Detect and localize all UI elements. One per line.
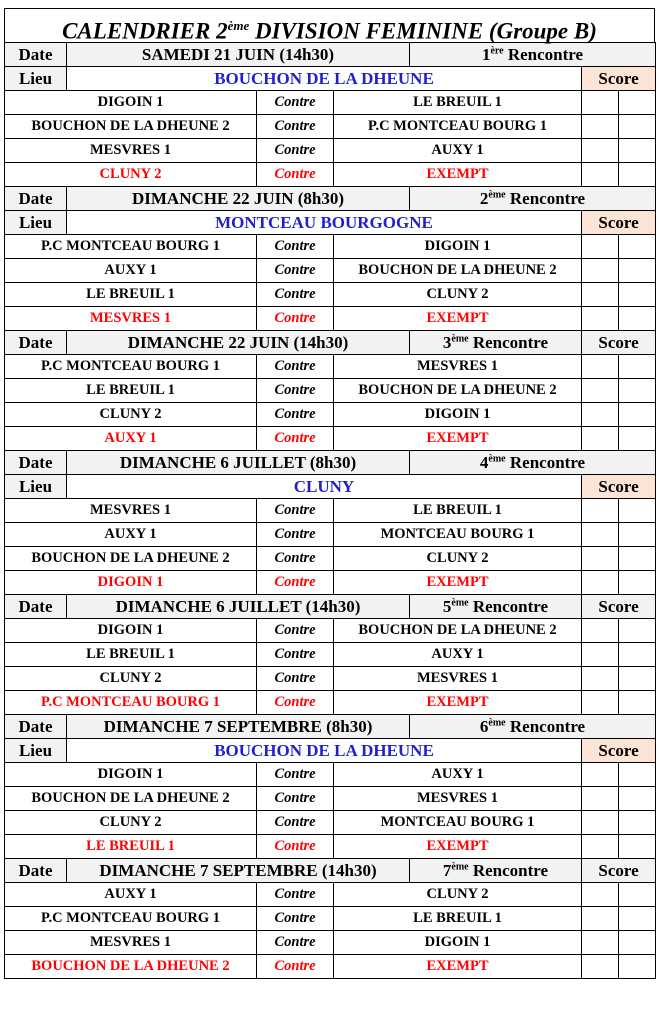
score-home-cell[interactable] <box>582 235 619 259</box>
away-team: BOUCHON DE LA DHEUNE 2 <box>334 619 582 643</box>
score-header: Score <box>582 859 656 883</box>
versus-label: Contre <box>257 931 334 955</box>
round-word: Rencontre <box>468 332 549 352</box>
score-home-cell[interactable] <box>582 355 619 379</box>
calendar-document <box>4 8 655 979</box>
score-away-cell[interactable] <box>619 259 656 283</box>
exempt-label: EXEMPT <box>334 571 582 595</box>
round-date: SAMEDI 21 JUIN (14h30) <box>67 43 410 67</box>
venue-name: MONTCEAU BOURGOGNE <box>67 211 582 235</box>
exempt-label: EXEMPT <box>334 163 582 187</box>
away-team: LE BREUIL 1 <box>334 907 582 931</box>
calendar-table <box>4 42 656 979</box>
round-word: Rencontre <box>503 44 584 64</box>
versus-label: Contre <box>257 139 334 163</box>
match-row <box>5 259 656 283</box>
score-away-cell[interactable] <box>619 523 656 547</box>
match-row <box>5 499 656 523</box>
round-word: Rencontre <box>468 860 549 880</box>
score-away-cell[interactable] <box>619 811 656 835</box>
date-label: Date <box>5 331 67 355</box>
score-home-cell[interactable] <box>582 811 619 835</box>
title-rest: DIVISION FEMININE (Groupe B) <box>249 18 597 44</box>
venue-row <box>5 211 656 235</box>
date-label: Date <box>5 43 67 67</box>
home-team: AUXY 1 <box>5 523 257 547</box>
round-date: DIMANCHE 7 SEPTEMBRE (14h30) <box>67 859 410 883</box>
score-away-cell[interactable] <box>619 619 656 643</box>
score-home-cell[interactable] <box>582 691 619 715</box>
home-team: P.C MONTCEAU BOURG 1 <box>5 355 257 379</box>
date-label: Date <box>5 595 67 619</box>
versus-label: Contre <box>257 403 334 427</box>
round-date: DIMANCHE 7 SEPTEMBRE (8h30) <box>67 715 410 739</box>
score-away-cell[interactable] <box>619 163 656 187</box>
date-label: Date <box>5 451 67 475</box>
match-row <box>5 907 656 931</box>
title-sup: ème <box>227 18 250 33</box>
versus-label: Contre <box>257 163 334 187</box>
versus-label: Contre <box>257 91 334 115</box>
round-header-row <box>5 43 656 67</box>
home-team: BOUCHON DE LA DHEUNE 2 <box>5 547 257 571</box>
away-team: AUXY 1 <box>334 643 582 667</box>
score-home-cell[interactable] <box>582 547 619 571</box>
versus-label: Contre <box>257 547 334 571</box>
home-team: LE BREUIL 1 <box>5 379 257 403</box>
score-home-cell[interactable] <box>582 955 619 979</box>
round-sup: ème <box>488 188 506 200</box>
exempt-row <box>5 835 656 859</box>
versus-label: Contre <box>257 283 334 307</box>
versus-label: Contre <box>257 619 334 643</box>
round-num: 6 <box>479 716 489 736</box>
versus-label: Contre <box>257 835 334 859</box>
home-team: P.C MONTCEAU BOURG 1 <box>5 907 257 931</box>
score-home-cell[interactable] <box>582 787 619 811</box>
round-date: DIMANCHE 22 JUIN (8h30) <box>67 187 410 211</box>
exempt-row <box>5 163 656 187</box>
versus-label: Contre <box>257 499 334 523</box>
round-word: Rencontre <box>505 188 586 208</box>
home-team: AUXY 1 <box>5 427 257 451</box>
round-sup: ère <box>490 44 504 56</box>
round-header-row <box>5 187 656 211</box>
round-number <box>410 451 656 475</box>
away-team: MESVRES 1 <box>334 787 582 811</box>
away-team: MESVRES 1 <box>334 667 582 691</box>
home-team: DIGOIN 1 <box>5 619 257 643</box>
round-word: Rencontre <box>468 596 549 616</box>
home-team: LE BREUIL 1 <box>5 643 257 667</box>
score-away-cell[interactable] <box>619 931 656 955</box>
exempt-row <box>5 691 656 715</box>
score-header: Score <box>582 331 656 355</box>
exempt-row <box>5 307 656 331</box>
round-word: Rencontre <box>505 716 586 736</box>
score-home-cell[interactable] <box>582 619 619 643</box>
score-home-cell[interactable] <box>582 571 619 595</box>
home-team: LE BREUIL 1 <box>5 283 257 307</box>
venue-row <box>5 739 656 763</box>
round-num: 3 <box>442 332 452 352</box>
score-away-cell[interactable] <box>619 907 656 931</box>
score-away-cell[interactable] <box>619 379 656 403</box>
round-number <box>410 43 656 67</box>
round-number <box>410 859 582 883</box>
versus-label: Contre <box>257 955 334 979</box>
score-home-cell[interactable] <box>582 907 619 931</box>
round-header-row <box>5 595 656 619</box>
match-row <box>5 283 656 307</box>
score-header: Score <box>582 475 656 499</box>
round-number <box>410 595 582 619</box>
home-team: MESVRES 1 <box>5 307 257 331</box>
versus-label: Contre <box>257 667 334 691</box>
venue-label: Lieu <box>5 475 67 499</box>
versus-label: Contre <box>257 787 334 811</box>
home-team: DIGOIN 1 <box>5 763 257 787</box>
home-team: AUXY 1 <box>5 259 257 283</box>
page-title <box>4 8 655 42</box>
match-row <box>5 403 656 427</box>
score-away-cell[interactable] <box>619 691 656 715</box>
versus-label: Contre <box>257 523 334 547</box>
versus-label: Contre <box>257 907 334 931</box>
score-home-cell[interactable] <box>582 283 619 307</box>
match-row <box>5 355 656 379</box>
match-row <box>5 379 656 403</box>
round-num: 2 <box>479 188 489 208</box>
versus-label: Contre <box>257 691 334 715</box>
venue-row <box>5 67 656 91</box>
round-number <box>410 715 656 739</box>
away-team: P.C MONTCEAU BOURG 1 <box>334 115 582 139</box>
score-home-cell[interactable] <box>582 307 619 331</box>
score-home-cell[interactable] <box>582 763 619 787</box>
score-home-cell[interactable] <box>582 667 619 691</box>
home-team: BOUCHON DE LA DHEUNE 2 <box>5 955 257 979</box>
home-team: MESVRES 1 <box>5 931 257 955</box>
versus-label: Contre <box>257 811 334 835</box>
score-away-cell[interactable] <box>619 787 656 811</box>
home-team: CLUNY 2 <box>5 403 257 427</box>
round-num: 1 <box>481 44 491 64</box>
home-team: CLUNY 2 <box>5 667 257 691</box>
round-word: Rencontre <box>505 452 586 472</box>
score-home-cell[interactable] <box>582 403 619 427</box>
score-away-cell[interactable] <box>619 307 656 331</box>
score-away-cell[interactable] <box>619 403 656 427</box>
score-home-cell[interactable] <box>582 499 619 523</box>
match-row <box>5 883 656 907</box>
exempt-row <box>5 427 656 451</box>
exempt-row <box>5 571 656 595</box>
venue-name: BOUCHON DE LA DHEUNE <box>67 739 582 763</box>
versus-label: Contre <box>257 643 334 667</box>
versus-label: Contre <box>257 235 334 259</box>
round-date: DIMANCHE 6 JUILLET (14h30) <box>67 595 410 619</box>
exempt-label: EXEMPT <box>334 427 582 451</box>
versus-label: Contre <box>257 571 334 595</box>
match-row <box>5 619 656 643</box>
away-team: AUXY 1 <box>334 763 582 787</box>
round-sup: ème <box>488 716 506 728</box>
away-team: MONTCEAU BOURG 1 <box>334 523 582 547</box>
score-away-cell[interactable] <box>619 835 656 859</box>
date-label: Date <box>5 715 67 739</box>
score-away-cell[interactable] <box>619 763 656 787</box>
match-row <box>5 91 656 115</box>
match-row <box>5 667 656 691</box>
venue-label: Lieu <box>5 67 67 91</box>
away-team: AUXY 1 <box>334 139 582 163</box>
away-team: DIGOIN 1 <box>334 235 582 259</box>
away-team: CLUNY 2 <box>334 547 582 571</box>
score-header: Score <box>582 739 656 763</box>
match-row <box>5 763 656 787</box>
venue-label: Lieu <box>5 739 67 763</box>
away-team: DIGOIN 1 <box>334 931 582 955</box>
home-team: CLUNY 2 <box>5 811 257 835</box>
match-row <box>5 931 656 955</box>
versus-label: Contre <box>257 883 334 907</box>
match-row <box>5 523 656 547</box>
home-team: LE BREUIL 1 <box>5 835 257 859</box>
score-away-cell[interactable] <box>619 667 656 691</box>
home-team: CLUNY 2 <box>5 163 257 187</box>
home-team: MESVRES 1 <box>5 499 257 523</box>
home-team: DIGOIN 1 <box>5 91 257 115</box>
home-team: DIGOIN 1 <box>5 571 257 595</box>
away-team: BOUCHON DE LA DHEUNE 2 <box>334 259 582 283</box>
score-header: Score <box>582 595 656 619</box>
score-away-cell[interactable] <box>619 355 656 379</box>
match-row <box>5 235 656 259</box>
away-team: CLUNY 2 <box>334 283 582 307</box>
score-home-cell[interactable] <box>582 643 619 667</box>
round-sup: ème <box>451 332 469 344</box>
round-sup: ème <box>488 452 506 464</box>
versus-label: Contre <box>257 379 334 403</box>
score-home-cell[interactable] <box>582 883 619 907</box>
home-team: BOUCHON DE LA DHEUNE 2 <box>5 787 257 811</box>
versus-label: Contre <box>257 259 334 283</box>
away-team: DIGOIN 1 <box>334 403 582 427</box>
title-text: CALENDRIER 2 <box>62 18 228 44</box>
versus-label: Contre <box>257 307 334 331</box>
score-away-cell[interactable] <box>619 115 656 139</box>
round-number <box>410 187 656 211</box>
round-header-row <box>5 331 656 355</box>
away-team: LE BREUIL 1 <box>334 499 582 523</box>
match-row <box>5 787 656 811</box>
away-team: MONTCEAU BOURG 1 <box>334 811 582 835</box>
exempt-label: EXEMPT <box>334 691 582 715</box>
score-away-cell[interactable] <box>619 235 656 259</box>
venue-label: Lieu <box>5 211 67 235</box>
home-team: P.C MONTCEAU BOURG 1 <box>5 691 257 715</box>
round-header-row <box>5 715 656 739</box>
score-away-cell[interactable] <box>619 571 656 595</box>
round-number <box>410 331 582 355</box>
venue-name: BOUCHON DE LA DHEUNE <box>67 67 582 91</box>
home-team: AUXY 1 <box>5 883 257 907</box>
score-home-cell[interactable] <box>582 523 619 547</box>
score-home-cell[interactable] <box>582 163 619 187</box>
score-away-cell[interactable] <box>619 283 656 307</box>
round-num: 5 <box>442 596 452 616</box>
venue-row <box>5 475 656 499</box>
score-away-cell[interactable] <box>619 883 656 907</box>
exempt-row <box>5 955 656 979</box>
score-home-cell[interactable] <box>582 835 619 859</box>
versus-label: Contre <box>257 115 334 139</box>
versus-label: Contre <box>257 355 334 379</box>
match-row <box>5 547 656 571</box>
date-label: Date <box>5 187 67 211</box>
score-home-cell[interactable] <box>582 379 619 403</box>
score-away-cell[interactable] <box>619 955 656 979</box>
score-away-cell[interactable] <box>619 547 656 571</box>
match-row <box>5 811 656 835</box>
score-header: Score <box>582 67 656 91</box>
score-home-cell[interactable] <box>582 115 619 139</box>
round-num: 4 <box>479 452 489 472</box>
score-away-cell[interactable] <box>619 499 656 523</box>
score-home-cell[interactable] <box>582 259 619 283</box>
round-date: DIMANCHE 6 JUILLET (8h30) <box>67 451 410 475</box>
score-home-cell[interactable] <box>582 931 619 955</box>
match-row <box>5 643 656 667</box>
round-sup: ème <box>451 860 469 872</box>
round-header-row <box>5 451 656 475</box>
away-team: LE BREUIL 1 <box>334 91 582 115</box>
versus-label: Contre <box>257 427 334 451</box>
home-team: MESVRES 1 <box>5 139 257 163</box>
venue-name: CLUNY <box>67 475 582 499</box>
score-away-cell[interactable] <box>619 91 656 115</box>
away-team: BOUCHON DE LA DHEUNE 2 <box>334 379 582 403</box>
score-away-cell[interactable] <box>619 643 656 667</box>
home-team: BOUCHON DE LA DHEUNE 2 <box>5 115 257 139</box>
match-row <box>5 139 656 163</box>
exempt-label: EXEMPT <box>334 955 582 979</box>
round-date: DIMANCHE 22 JUIN (14h30) <box>67 331 410 355</box>
exempt-label: EXEMPT <box>334 307 582 331</box>
round-num: 7 <box>442 860 452 880</box>
score-home-cell[interactable] <box>582 91 619 115</box>
exempt-label: EXEMPT <box>334 835 582 859</box>
score-home-cell[interactable] <box>582 139 619 163</box>
score-away-cell[interactable] <box>619 139 656 163</box>
score-header: Score <box>582 211 656 235</box>
away-team: CLUNY 2 <box>334 883 582 907</box>
home-team: P.C MONTCEAU BOURG 1 <box>5 235 257 259</box>
date-label: Date <box>5 859 67 883</box>
score-home-cell[interactable] <box>582 427 619 451</box>
round-sup: ème <box>451 596 469 608</box>
away-team: MESVRES 1 <box>334 355 582 379</box>
round-header-row <box>5 859 656 883</box>
score-away-cell[interactable] <box>619 427 656 451</box>
match-row <box>5 115 656 139</box>
versus-label: Contre <box>257 763 334 787</box>
